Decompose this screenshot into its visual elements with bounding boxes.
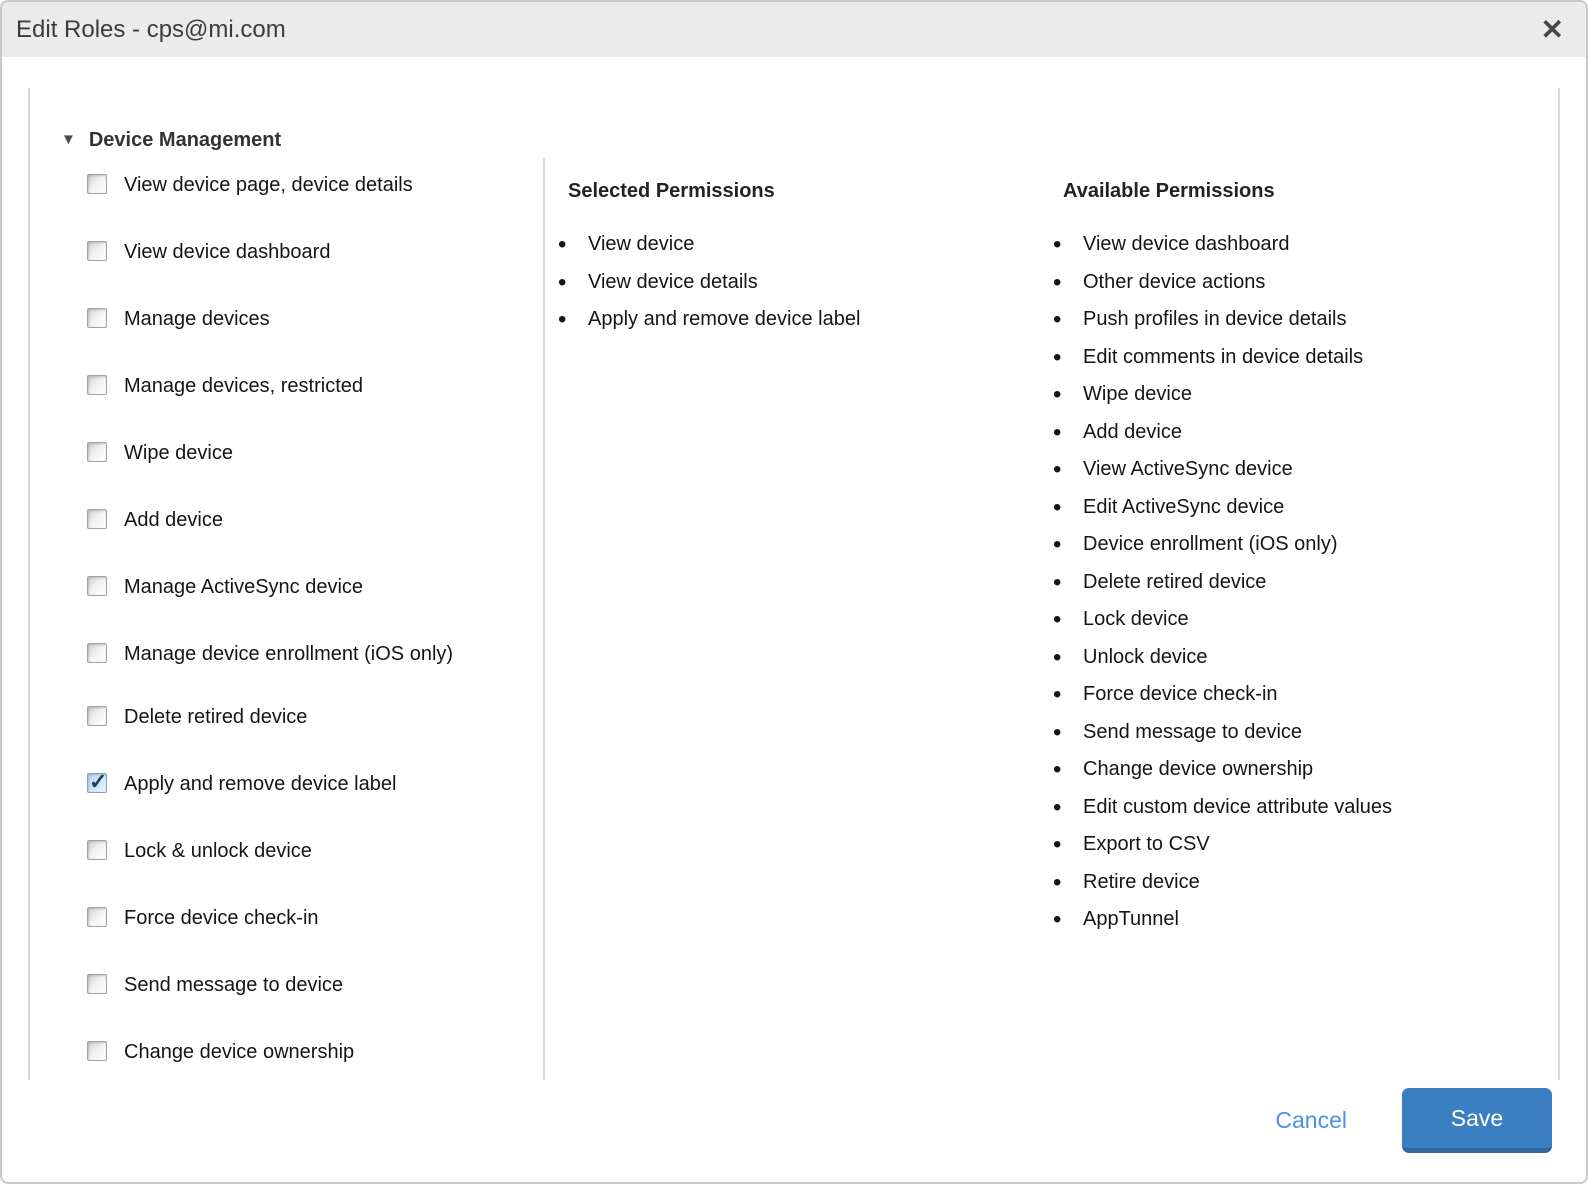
list-item: • Lock device: [1053, 601, 1392, 639]
checkbox[interactable]: [87, 643, 107, 663]
list-item: • Delete retired device: [1053, 564, 1392, 602]
available-permissions-column: [1063, 178, 1392, 939]
checkbox-label: Manage devices: [124, 308, 270, 330]
list-item: • Other device actions: [1053, 264, 1392, 302]
list-item: • Device enrollment (iOS only): [1053, 526, 1392, 564]
section-title: Device Management: [88, 129, 282, 151]
checkbox-label: Add device: [124, 509, 223, 531]
checkbox-label: View device dashboard: [124, 241, 331, 263]
checkbox[interactable]: [87, 174, 107, 194]
close-icon[interactable]: ✕: [1533, 16, 1572, 44]
list-item: • Send message to device: [1053, 714, 1392, 752]
list-item: • View device details: [558, 264, 860, 302]
list-item: • Edit ActiveSync device: [1053, 489, 1392, 527]
checkbox[interactable]: [87, 974, 107, 994]
checkbox-row: [87, 973, 1558, 997]
list-item: • Unlock device: [1053, 639, 1392, 677]
selected-permissions-heading: Selected Permissions: [568, 180, 775, 202]
section-device-management: [61, 127, 1558, 153]
dialog-footer: [1269, 1088, 1552, 1153]
checkbox[interactable]: [87, 769, 108, 794]
checkbox-row: [87, 1040, 1558, 1064]
list-item: • View device dashboard: [1053, 226, 1392, 264]
checkbox[interactable]: [87, 706, 107, 726]
list-item: • Retire device: [1053, 864, 1392, 902]
list-item: • Force device check-in: [1053, 676, 1392, 714]
list-item: • Apply and remove device label: [558, 301, 860, 339]
checkbox-label: Force device check-in: [124, 907, 319, 929]
list-item: • View ActiveSync device: [1053, 451, 1392, 489]
list-item: • Push profiles in device details: [1053, 301, 1392, 339]
checkbox-label: Send message to device: [124, 974, 344, 996]
available-permissions-list: [1053, 226, 1392, 939]
checkbox[interactable]: [87, 1041, 107, 1061]
permissions-scroll-region: [28, 88, 1560, 1080]
list-item: • Export to CSV: [1053, 826, 1392, 864]
available-permissions-heading: Available Permissions: [1063, 180, 1275, 202]
checkbox[interactable]: [87, 509, 107, 529]
list-item: • View device: [558, 226, 860, 264]
list-item: • AppTunnel: [1053, 901, 1392, 939]
collapse-triangle-icon[interactable]: ▼: [61, 131, 76, 148]
list-item: • Add device: [1053, 414, 1392, 452]
checkbox[interactable]: [87, 442, 107, 462]
checkbox-label: Manage device enrollment (iOS only): [124, 643, 454, 665]
checkbox-label: Manage ActiveSync device: [124, 576, 364, 598]
checkbox[interactable]: [87, 241, 107, 261]
checkbox-label: Manage devices, restricted: [124, 375, 364, 397]
checkbox-label: Wipe device: [124, 442, 233, 464]
check-icon: ✓: [89, 769, 108, 794]
list-item: • Wipe device: [1053, 376, 1392, 414]
checkbox[interactable]: [87, 907, 107, 927]
checkbox[interactable]: [87, 576, 107, 596]
column-divider: [543, 157, 545, 1080]
list-item: • Change device ownership: [1053, 751, 1392, 789]
dialog-header: [2, 2, 1586, 57]
checkbox-label: View device page, device details: [124, 174, 413, 196]
checkbox-label: Lock & unlock device: [124, 840, 312, 862]
list-item: • Edit custom device attribute values: [1053, 789, 1392, 827]
list-item: • Edit comments in device details: [1053, 339, 1392, 377]
selected-permissions-list: [558, 226, 860, 339]
save-button[interactable]: Save: [1402, 1088, 1552, 1153]
checkbox-label: Delete retired device: [124, 706, 308, 728]
checkbox[interactable]: [87, 308, 107, 328]
checkbox-label: Change device ownership: [124, 1041, 355, 1063]
checkbox[interactable]: [87, 840, 107, 860]
dialog-title: Edit Roles - cps@mi.com: [16, 15, 286, 43]
cancel-button[interactable]: Cancel: [1269, 1106, 1353, 1135]
checkbox[interactable]: [87, 375, 107, 395]
selected-permissions-column: [568, 178, 860, 339]
checkbox-label: Apply and remove device label: [124, 773, 397, 795]
